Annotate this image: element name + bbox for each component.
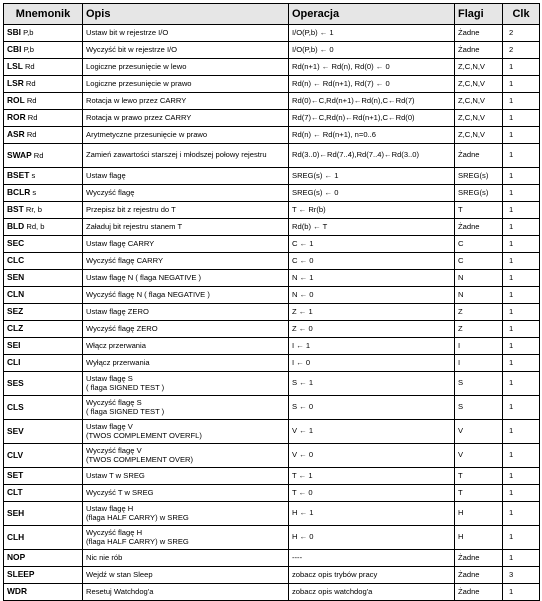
flags-cell: Żadne	[455, 567, 503, 584]
mnemonic: CLI	[7, 357, 21, 368]
mnemonic-args: Rd	[26, 96, 37, 106]
description-cell: Ustaw bit w rejestrze I/O	[83, 25, 289, 42]
table-row	[4, 59, 540, 76]
table-row	[4, 127, 540, 144]
mnemonic-cell	[4, 202, 83, 219]
clk-cell: 3	[503, 567, 540, 584]
clk-cell: 1	[503, 93, 540, 110]
mnemonic: CLS	[7, 401, 24, 412]
description-cell: Rotacja w prawo przez CARRY	[83, 110, 289, 127]
mnemonic-cell	[4, 236, 83, 253]
mnemonic-cell	[4, 468, 83, 485]
mnemonic: SEN	[7, 272, 25, 283]
flags-cell: T	[455, 468, 503, 485]
description-cell: Wyczyść flagę V (TWOS COMPLEMENT OVER)	[83, 444, 289, 468]
header-row	[4, 4, 540, 25]
description-cell: Ustaw flagę N ( flaga NEGATIVE )	[83, 270, 289, 287]
flags-cell: Żadne	[455, 550, 503, 567]
mnemonic: LSR	[7, 78, 24, 89]
mnemonic-cell	[4, 321, 83, 338]
header-clk: Clk	[503, 4, 540, 25]
table-row	[4, 396, 540, 420]
table-row	[4, 236, 540, 253]
mnemonic-cell	[4, 304, 83, 321]
operation-cell: ----	[289, 550, 455, 567]
mnemonic: WDR	[7, 586, 28, 597]
mnemonic: NOP	[7, 552, 26, 563]
description-cell: Ustaw flagę V (TWOS COMPLEMENT OVERFL)	[83, 420, 289, 444]
mnemonic: CLC	[7, 255, 25, 266]
table-row	[4, 567, 540, 584]
clk-cell: 1	[503, 168, 540, 185]
description-cell: Wyłącz przerwania	[83, 355, 289, 372]
operation-cell: zobacz opis watchdog'a	[289, 584, 455, 601]
flags-cell: Z,C,N,V	[455, 93, 503, 110]
mnemonic-args: P,b	[23, 28, 34, 38]
flags-cell: Żadne	[455, 25, 503, 42]
mnemonic: BCLR	[7, 187, 31, 198]
operation-cell: I/O(P,b) ← 0	[289, 42, 455, 59]
table-row	[4, 42, 540, 59]
operation-cell: SREG(s) ← 0	[289, 185, 455, 202]
description-cell: Arytmetyczne przesunięcie w prawo	[83, 127, 289, 144]
operation-cell: N ← 1	[289, 270, 455, 287]
clk-cell: 1	[503, 526, 540, 550]
mnemonic: SET	[7, 470, 24, 481]
flags-cell: T	[455, 485, 503, 502]
description-cell: Rotacja w lewo przez CARRY	[83, 93, 289, 110]
description-cell: Ustaw flagę H (flaga HALF CARRY) w SREG	[83, 502, 289, 526]
operation-cell: C ← 1	[289, 236, 455, 253]
flags-cell: SREG(s)	[455, 168, 503, 185]
mnemonic-cell	[4, 185, 83, 202]
table-row	[4, 270, 540, 287]
clk-cell: 1	[503, 550, 540, 567]
clk-cell: 1	[503, 110, 540, 127]
flags-cell: N	[455, 270, 503, 287]
description-cell: Wyczyść T w SREG	[83, 485, 289, 502]
mnemonic-cell	[4, 287, 83, 304]
mnemonic-cell	[4, 396, 83, 420]
header-operacja: Operacja	[289, 4, 455, 25]
mnemonic-cell	[4, 485, 83, 502]
clk-cell: 1	[503, 396, 540, 420]
clk-cell: 1	[503, 127, 540, 144]
table-row	[4, 502, 540, 526]
table-row	[4, 253, 540, 270]
mnemonic: SLEEP	[7, 569, 35, 580]
clk-cell: 1	[503, 76, 540, 93]
mnemonic: SES	[7, 377, 24, 388]
instruction-table	[3, 3, 540, 601]
description-cell: Resetuj Watchdog'a	[83, 584, 289, 601]
operation-cell: H ← 1	[289, 502, 455, 526]
mnemonic-cell	[4, 444, 83, 468]
mnemonic: BSET	[7, 170, 30, 181]
header-opis: Opis	[83, 4, 289, 25]
mnemonic-cell	[4, 253, 83, 270]
flags-cell: V	[455, 444, 503, 468]
operation-cell: zobacz opis trybów pracy	[289, 567, 455, 584]
flags-cell: SREG(s)	[455, 185, 503, 202]
flags-cell: I	[455, 338, 503, 355]
clk-cell: 1	[503, 236, 540, 253]
mnemonic-cell	[4, 127, 83, 144]
mnemonic-cell	[4, 144, 83, 168]
mnemonic: BLD	[7, 221, 25, 232]
mnemonic: SEC	[7, 238, 25, 249]
description-cell: Zamień zawartości starszej i młodszej połowy rejestru	[83, 144, 289, 168]
mnemonic-args: s	[31, 171, 36, 181]
operation-cell: Z ← 1	[289, 304, 455, 321]
clk-cell: 2	[503, 25, 540, 42]
operation-cell: Rd(n) ← Rd(n+1), Rd(7) ← 0	[289, 76, 455, 93]
operation-cell: S ← 1	[289, 372, 455, 396]
mnemonic-args: Rd	[26, 130, 37, 140]
mnemonic-cell	[4, 59, 83, 76]
table-row	[4, 110, 540, 127]
table-row	[4, 321, 540, 338]
operation-cell: SREG(s) ← 1	[289, 168, 455, 185]
mnemonic-args: Rr, b	[25, 205, 42, 215]
mnemonic: SEI	[7, 340, 21, 351]
flags-cell: Z,C,N,V	[455, 127, 503, 144]
operation-cell: T ← 1	[289, 468, 455, 485]
description-cell: Ustaw flagę	[83, 168, 289, 185]
clk-cell: 1	[503, 219, 540, 236]
description-cell: Wyczyść flagę	[83, 185, 289, 202]
table-row	[4, 420, 540, 444]
operation-cell: N ← 0	[289, 287, 455, 304]
clk-cell: 1	[503, 287, 540, 304]
clk-cell: 1	[503, 584, 540, 601]
mnemonic: CLN	[7, 289, 25, 300]
operation-cell: T ← Rr(b)	[289, 202, 455, 219]
table-row	[4, 25, 540, 42]
mnemonic-args: Rd	[25, 79, 36, 89]
operation-cell: I ← 1	[289, 338, 455, 355]
description-cell: Wyczyść flagę H (flaga HALF CARRY) w SREG	[83, 526, 289, 550]
flags-cell: Z,C,N,V	[455, 59, 503, 76]
operation-cell: Rd(n) ← Rd(n+1), n=0..6	[289, 127, 455, 144]
mnemonic-cell	[4, 355, 83, 372]
operation-cell: Rd(3..0)←Rd(7..4),Rd(7..4)←Rd(3..0)	[289, 144, 455, 168]
flags-cell: Z	[455, 304, 503, 321]
description-cell: Ustaw flagę ZERO	[83, 304, 289, 321]
table-row	[4, 584, 540, 601]
clk-cell: 1	[503, 304, 540, 321]
table-row	[4, 287, 540, 304]
clk-cell: 1	[503, 270, 540, 287]
flags-cell: H	[455, 526, 503, 550]
mnemonic-cell	[4, 338, 83, 355]
description-cell: Wyczyść flagę CARRY	[83, 253, 289, 270]
mnemonic: ROL	[7, 95, 25, 106]
flags-cell: V	[455, 420, 503, 444]
mnemonic-cell	[4, 25, 83, 42]
mnemonic-cell	[4, 567, 83, 584]
operation-cell: Z ← 0	[289, 321, 455, 338]
operation-cell: S ← 0	[289, 396, 455, 420]
operation-cell: I ← 0	[289, 355, 455, 372]
description-cell: Ustaw flagę S ( flaga SIGNED TEST )	[83, 372, 289, 396]
clk-cell: 2	[503, 42, 540, 59]
mnemonic: SEV	[7, 425, 24, 436]
clk-cell: 1	[503, 372, 540, 396]
operation-cell: C ← 0	[289, 253, 455, 270]
table-row	[4, 468, 540, 485]
mnemonic: SEH	[7, 507, 25, 518]
mnemonic-cell	[4, 526, 83, 550]
description-cell: Ustaw flagę CARRY	[83, 236, 289, 253]
operation-cell: H ← 0	[289, 526, 455, 550]
table-row	[4, 144, 540, 168]
mnemonic-args: s	[32, 188, 37, 198]
flags-cell: C	[455, 236, 503, 253]
mnemonic-cell	[4, 372, 83, 396]
clk-cell: 1	[503, 420, 540, 444]
operation-cell: Rd(n+1) ← Rd(n), Rd(0) ← 0	[289, 59, 455, 76]
description-cell: Włącz przerwania	[83, 338, 289, 355]
mnemonic-cell	[4, 584, 83, 601]
operation-cell: T ← 0	[289, 485, 455, 502]
clk-cell: 1	[503, 59, 540, 76]
clk-cell: 1	[503, 468, 540, 485]
table-row	[4, 219, 540, 236]
description-cell: Załaduj bit rejestru stanem T	[83, 219, 289, 236]
mnemonic-cell	[4, 42, 83, 59]
flags-cell: Z,C,N,V	[455, 110, 503, 127]
clk-cell: 1	[503, 253, 540, 270]
table-row	[4, 93, 540, 110]
description-cell: Ustaw T w SREG	[83, 468, 289, 485]
mnemonic-args: Rd	[33, 150, 44, 160]
operation-cell: Rd(7)←C,Rd(n)←Rd(n+1),C←Rd(0)	[289, 110, 455, 127]
table-row	[4, 76, 540, 93]
operation-cell: Rd(b) ← T	[289, 219, 455, 236]
operation-cell: V ← 0	[289, 444, 455, 468]
description-cell: Wyczyść flagę S ( flaga SIGNED TEST )	[83, 396, 289, 420]
clk-cell: 1	[503, 185, 540, 202]
table-row	[4, 304, 540, 321]
clk-cell: 1	[503, 338, 540, 355]
mnemonic-args: P,b	[23, 45, 34, 55]
table-row	[4, 372, 540, 396]
description-cell: Przepisz bit z rejestru do T	[83, 202, 289, 219]
clk-cell: 1	[503, 485, 540, 502]
operation-cell: V ← 1	[289, 420, 455, 444]
operation-cell: I/O(P,b) ← 1	[289, 25, 455, 42]
mnemonic-cell	[4, 270, 83, 287]
mnemonic-cell	[4, 110, 83, 127]
table-body	[4, 25, 540, 601]
description-cell: Nic nie rób	[83, 550, 289, 567]
mnemonic: SBI	[7, 27, 21, 38]
mnemonic: LSL	[7, 61, 23, 72]
mnemonic: CLZ	[7, 323, 24, 334]
mnemonic: CLV	[7, 449, 24, 460]
description-cell: Logiczne przesunięcie w prawo	[83, 76, 289, 93]
clk-cell: 1	[503, 321, 540, 338]
mnemonic-cell	[4, 93, 83, 110]
flags-cell: Żadne	[455, 42, 503, 59]
operation-cell: Rd(0)←C,Rd(n+1)←Rd(n),C←Rd(7)	[289, 93, 455, 110]
flags-cell: S	[455, 372, 503, 396]
mnemonic: CLT	[7, 487, 23, 498]
flags-cell: I	[455, 355, 503, 372]
mnemonic-cell	[4, 168, 83, 185]
flags-cell: Z,C,N,V	[455, 76, 503, 93]
mnemonic-args: Rd, b	[26, 222, 45, 232]
clk-cell: 1	[503, 202, 540, 219]
table-row	[4, 444, 540, 468]
flags-cell: S	[455, 396, 503, 420]
flags-cell: H	[455, 502, 503, 526]
mnemonic-cell	[4, 502, 83, 526]
table-row	[4, 485, 540, 502]
mnemonic: SWAP	[7, 149, 32, 160]
flags-cell: Żadne	[455, 144, 503, 168]
table-row	[4, 168, 540, 185]
header-flagi: Flagi	[455, 4, 503, 25]
description-cell: Logiczne przesunięcie w lewo	[83, 59, 289, 76]
mnemonic-cell	[4, 76, 83, 93]
mnemonic: BST	[7, 204, 24, 215]
table-row	[4, 185, 540, 202]
mnemonic: ASR	[7, 129, 25, 140]
description-cell: Wyczyść flagę ZERO	[83, 321, 289, 338]
mnemonic-args: Rd	[24, 62, 35, 72]
flags-cell: Żadne	[455, 584, 503, 601]
clk-cell: 1	[503, 355, 540, 372]
mnemonic: SEZ	[7, 306, 24, 317]
table-row	[4, 526, 540, 550]
clk-cell: 1	[503, 444, 540, 468]
mnemonic: CLH	[7, 531, 25, 542]
flags-cell: Z	[455, 321, 503, 338]
description-cell: Wyczyść flagę N ( flaga NEGATIVE )	[83, 287, 289, 304]
table-row	[4, 202, 540, 219]
instruction-table-container	[3, 3, 540, 601]
mnemonic-cell	[4, 219, 83, 236]
header-mnemonik: Mnemonik	[4, 4, 83, 25]
description-cell: Wyczyść bit w rejestrze I/O	[83, 42, 289, 59]
mnemonic: CBI	[7, 44, 22, 55]
flags-cell: N	[455, 287, 503, 304]
flags-cell: T	[455, 202, 503, 219]
table-row	[4, 355, 540, 372]
table-row	[4, 338, 540, 355]
flags-cell: C	[455, 253, 503, 270]
description-cell: Wejdź w stan Sleep	[83, 567, 289, 584]
clk-cell: 1	[503, 144, 540, 168]
mnemonic-args: Rd	[27, 113, 38, 123]
mnemonic-cell	[4, 420, 83, 444]
mnemonic: ROR	[7, 112, 26, 123]
flags-cell: Żadne	[455, 219, 503, 236]
clk-cell: 1	[503, 502, 540, 526]
